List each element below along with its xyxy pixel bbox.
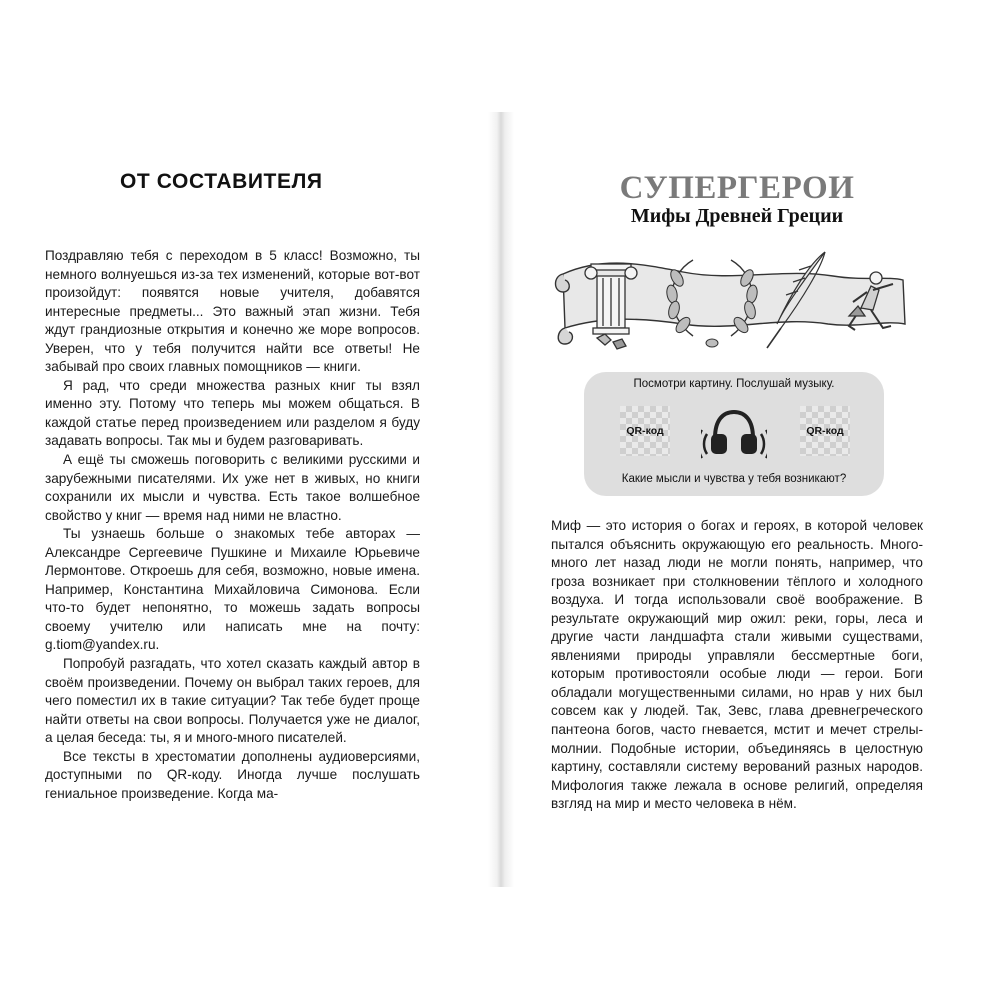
left-paragraph: Я рад, что среди множества разных книг ты взял именно эту. Потому что теперь мы можем общаться. В каждой статье перед произведением или разделом я буду задавать вопросы. Так мы и будем разговаривать. [45,377,420,449]
left-paragraph: А ещё ты сможешь поговорить с великими русскими и зарубежными писателями. Их уже нет в живых, но книги сохранили их мысли и чувства. Есть такое волшебное свойство у книг — время над ними не властно. [45,452,420,523]
qr-code-icon[interactable] [620,406,670,456]
right-page-body [551,517,923,814]
right-page-title: СУПЕРГЕРОИ [619,170,855,206]
left-paragraph: Ты узнаешь больше о знакомых тебе авторах — Александре Сергеевиче Пушкине и Михаиле Юрьевиче Лермонтове. Откроешь для себя, возможно, новые имена. Например, Константина Михайловича Симонова. Если что-то будет непонятно, то можешь задать вопросы своему учителю или написать мне на почту: g.tiom@yandex.ru. [45,526,420,653]
left-page-title: ОТ СОСТАВИТЕЛЯ [120,170,323,193]
left-page-body [45,247,420,803]
qr-code-label: QR-код [626,425,664,437]
left-paragraph: Все тексты в хрестоматии дополнены аудиоверсиями, доступными по QR-коду. Иногда лучше послушать гениальное произведение. Когда ма- [45,748,420,801]
qr-code-label: QR-код [806,425,844,437]
headphones-icon [701,404,767,460]
right-page-subtitle: Мифы Древней Греции [630,205,844,227]
book-gutter [488,112,514,887]
right-paragraph: Миф — это история о богах и героях, в которой человек пытался объяснить окружающую его реальность. Много-много лет назад люди не могли понять, например, что гроза возникает при столкновении тёплого и холодного воздуха. И тогда использовали своё воображение. В результате окружающий мир ожил: реки, горы, леса и другие части ландшафта стали живыми существами, явлениями природы управляли бессмертные боги, которым противостояли особые люди — герои. Боги обладали могущественными силами, но нрав у них был совсем как у людей. Так, Зевс, глава древнегреческого пантеона богов, часто гневается, мстит и мечет стрелы-молнии. Подобные истории, объединяясь в целостную картину, составляли систему верований разных народов. Мифология также лежала в основе религий, определяя взгляд на мир и место человека в нём. [551,518,923,812]
media-prompt-box [584,372,884,496]
media-prompt-top-text: Посмотри картину. Послушай музыку. [633,378,835,390]
qr-code-icon[interactable] [800,406,850,456]
media-prompt-bottom-text: Какие мысли и чувства у тебя возникают? [621,473,847,485]
left-paragraph: Поздравляю тебя с переходом в 5 класс! Возможно, ты немного волнуешься из-за тех изменений, которые вот-вот произойдут: появятся новые учителя, добавятся интересные предметы... Это важный этап жизни. Тебя ждут грандиозные открытия и конечно же море вопросов. Уверен, что у тебя получится найти все ответы! Не забывай про своих главных помощников — книги. [45,248,420,375]
left-paragraph: Попробуй разгадать, что хотел сказать каждый автор в своём произведении. Почему он выбрал таких героев, для чего поместил их в такие ситуации? Так тебе будет проще найти ответы на свои вопросы. Получается уже не диалог, а целая беседа: ты, я и много-много писателей. [45,656,420,746]
myth-banner-illustration [553,246,923,354]
